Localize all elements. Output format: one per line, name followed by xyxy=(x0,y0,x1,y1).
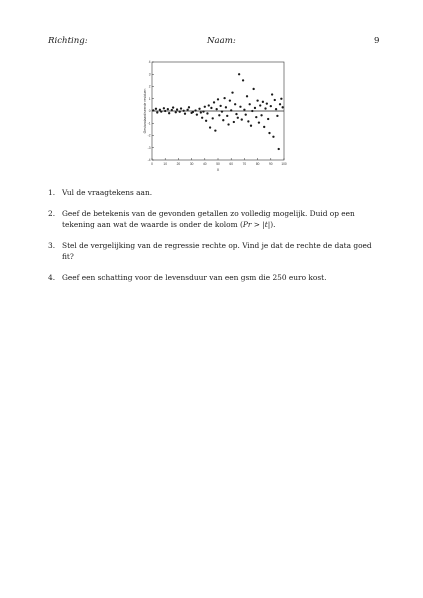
scatter-point xyxy=(280,98,282,100)
scatter-point xyxy=(216,108,218,110)
x-axis-label: X xyxy=(216,168,220,172)
y-tick-label: 4 xyxy=(148,60,151,65)
scatter-point xyxy=(256,99,258,101)
scatter-point xyxy=(188,106,190,108)
question-4 xyxy=(48,273,384,283)
scatter-point xyxy=(237,117,239,119)
scatter-point xyxy=(160,110,162,112)
question-list xyxy=(48,188,384,283)
x-tick-label: 80 xyxy=(255,162,260,166)
scatter-point xyxy=(227,123,229,125)
scatter-point xyxy=(200,111,202,113)
scatter-point xyxy=(205,120,207,122)
scatter-point xyxy=(229,99,231,101)
scatter-point xyxy=(270,105,272,107)
scatter-point xyxy=(245,114,247,116)
scatter-point xyxy=(164,110,166,112)
x-tick-label: 20 xyxy=(176,162,181,166)
header-name-label: Naam: xyxy=(207,36,236,46)
scatter-point xyxy=(201,117,203,119)
scatter-point xyxy=(275,108,277,110)
scatter-point xyxy=(198,108,200,110)
scatter-point xyxy=(210,107,212,109)
x-tick-label: 90 xyxy=(269,162,273,166)
scatter-point xyxy=(263,126,265,128)
scatter-point xyxy=(239,106,241,108)
x-tick-label: 50 xyxy=(216,162,220,166)
scatter-point xyxy=(278,148,280,150)
scatter-point xyxy=(230,109,232,111)
scatter-point xyxy=(282,106,284,108)
question-text: Vul de vraagtekens aan. xyxy=(62,188,153,197)
y-tick-label: 3 xyxy=(148,72,151,77)
question-number: 2. xyxy=(48,209,56,219)
scatter-point xyxy=(167,108,169,110)
scatter-point xyxy=(175,111,177,113)
scatter-point xyxy=(204,106,206,108)
y-tick-label: -2 xyxy=(147,133,151,138)
question-3 xyxy=(48,241,384,262)
scatter-point xyxy=(176,108,178,110)
scatter-point xyxy=(242,79,244,81)
scatter-point xyxy=(271,93,273,95)
scatter-point xyxy=(250,125,252,127)
scatter-point xyxy=(213,101,215,103)
scatter-point xyxy=(196,114,198,116)
x-tick-label: 100 xyxy=(281,162,287,166)
scatter-point xyxy=(258,121,260,123)
scatter-point xyxy=(156,111,158,113)
scatter-point xyxy=(274,99,276,101)
scatter-point xyxy=(183,110,185,112)
y-tick-label: 1 xyxy=(148,96,151,101)
scatter-point xyxy=(202,110,204,112)
scatter-point xyxy=(214,129,216,131)
scatter-point xyxy=(179,111,181,113)
scatter-point xyxy=(206,112,208,114)
scatter-point xyxy=(208,104,210,106)
scatter-point xyxy=(218,114,220,116)
scatter-point xyxy=(234,103,236,105)
scatter-point xyxy=(155,108,157,110)
scatter-point xyxy=(184,113,186,115)
y-tick-label: -3 xyxy=(147,145,151,150)
scatter-point xyxy=(266,103,268,105)
page-number: 9 xyxy=(374,36,380,46)
x-tick-label: 60 xyxy=(229,162,233,166)
scatter-point xyxy=(233,121,235,123)
scatter-point xyxy=(251,110,253,112)
y-tick-label: -4 xyxy=(147,158,151,163)
x-tick-label: 0 xyxy=(151,162,153,166)
scatter-point xyxy=(226,115,228,117)
scatter-point xyxy=(259,104,261,106)
question-number: 1. xyxy=(48,188,56,197)
math-expression: Pr > |t| xyxy=(242,219,271,229)
header-direction-label: Richting: xyxy=(48,36,88,46)
scatter-point xyxy=(221,110,223,112)
scatter-point xyxy=(247,120,249,122)
x-tick-label: 30 xyxy=(189,162,194,166)
scatter-point xyxy=(272,136,274,138)
scatter-point xyxy=(267,118,269,120)
scatter-point xyxy=(254,107,256,109)
scatter-point xyxy=(217,98,219,100)
scatter-point xyxy=(159,109,161,111)
x-tick-label: 10 xyxy=(163,162,167,166)
scatter-point xyxy=(225,106,227,108)
y-axis-label: Gestandaardiseerde residuen xyxy=(143,88,147,134)
question-text: Stel de vergelijking van de regressie rechte op. Vind je dat de rechte de data goed fit? xyxy=(62,241,372,261)
question-number: 3. xyxy=(48,241,56,251)
scatter-point xyxy=(252,88,254,90)
x-tick-label: 40 xyxy=(203,162,207,166)
question-2 xyxy=(48,209,384,230)
scatter-point xyxy=(276,115,278,117)
scatter-point xyxy=(180,107,182,109)
scatter-point xyxy=(163,107,165,109)
question-text: Geef een schatting voor de levensduur van een gsm die 250 euro kost. xyxy=(62,273,327,283)
scatter-point xyxy=(235,113,237,115)
y-tick-label: 2 xyxy=(148,84,151,89)
question-text-end: ). xyxy=(270,219,276,229)
scatter-point xyxy=(260,114,262,116)
residual-scatter-plot xyxy=(138,58,290,176)
scatter-point xyxy=(186,109,188,111)
y-tick-label: 0 xyxy=(148,109,151,114)
scatter-point xyxy=(212,117,214,119)
scatter-point xyxy=(171,109,173,111)
scatter-point xyxy=(255,116,257,118)
question-1 xyxy=(48,188,384,198)
scatter-point xyxy=(194,109,196,111)
scatter-point xyxy=(231,91,233,93)
scatter-point xyxy=(223,97,225,99)
question-number: 4. xyxy=(48,273,56,283)
scatter-point xyxy=(172,106,174,108)
scatter-point xyxy=(243,109,245,111)
scatter-point xyxy=(279,103,281,105)
scatter-point xyxy=(209,126,211,128)
scatter-point xyxy=(241,118,243,120)
question-text: Geef de betekenis van de gevonden getallen zo volledig mogelijk. Duid op een tekening aan wat de waarde is onder de kolom ( xyxy=(62,209,355,229)
scatter-point xyxy=(264,107,266,109)
scatter-point xyxy=(249,103,251,105)
x-tick-label: 70 xyxy=(242,162,247,166)
scatter-point xyxy=(246,95,248,97)
scatter-point xyxy=(268,132,270,134)
y-tick-label: -1 xyxy=(147,121,151,126)
scatter-point xyxy=(238,73,240,75)
scatter-point xyxy=(262,101,264,103)
scatter-point xyxy=(152,109,154,111)
scatter-point xyxy=(168,112,170,114)
scatter-point xyxy=(192,111,194,113)
scatter-point xyxy=(219,105,221,107)
scatter-point xyxy=(222,119,224,121)
